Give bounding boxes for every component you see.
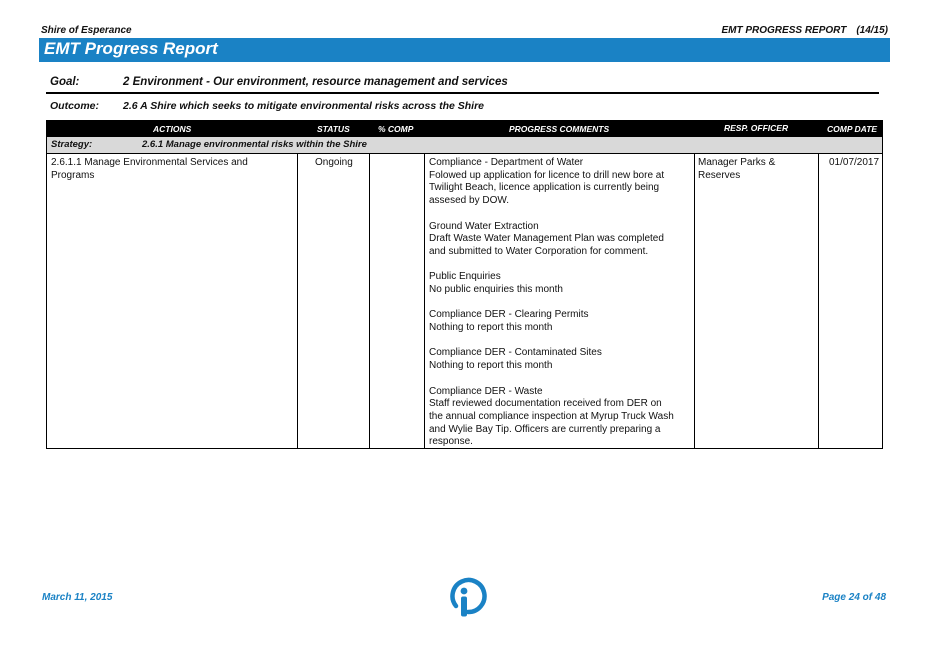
col-status: STATUS xyxy=(317,124,350,134)
comment-item: Compliance - Department of Water Folowed up application for licence to drill new bore at Twilight Beach, licence application is currently being assesed by DOW. xyxy=(429,157,665,207)
col-divider xyxy=(818,153,819,449)
col-divider xyxy=(297,153,298,449)
goal-row xyxy=(50,76,508,88)
col-actions: ACTIONS xyxy=(153,124,192,134)
outcome-label: Outcome: xyxy=(50,100,100,112)
col-comments: PROGRESS COMMENTS xyxy=(509,124,610,134)
comment-item: Compliance DER - Waste Staff reviewed documentation received from DER on the annual compliance inspection at Myrup Truck Wash and Wylie Bay Tip. Officers are currently preparing a response. xyxy=(429,385,674,448)
footer-page: Page 24 of 48 xyxy=(822,592,886,603)
progress-comments xyxy=(429,157,674,449)
strategy-row xyxy=(47,137,882,154)
strategy-label: Strategy: xyxy=(51,139,93,150)
col-divider xyxy=(424,153,425,449)
outcome-row xyxy=(50,100,484,112)
col-date: COMP DATE xyxy=(827,124,878,134)
col-divider xyxy=(694,153,695,449)
banner-title: EMT Progress Report xyxy=(44,39,218,58)
comment-item: Ground Water Extraction Draft Waste Water Management Plan was completed and submitted to Water Corporation for comment. xyxy=(429,220,664,257)
progress-table xyxy=(46,120,883,449)
col-officer: RESP. OFFICER xyxy=(724,123,789,133)
comment-item: Compliance DER - Contaminated Sites Nothing to report this month xyxy=(429,347,602,372)
officer-value: Manager Parks & Reserves xyxy=(698,157,776,181)
strategy-text: 2.6.1 Manage environmental risks within the Shire xyxy=(142,139,367,150)
comment-item: Public Enquiries No public enquiries this month xyxy=(429,271,563,295)
comment-item: Compliance DER - Clearing Permits Nothing to report this month xyxy=(429,309,589,334)
goal-text: 2 Environment - Our environment, resource management and services xyxy=(123,76,508,88)
col-comp: % COMP xyxy=(378,124,414,134)
col-divider xyxy=(369,153,370,449)
comp-date-value: 01/07/2017 xyxy=(829,157,880,168)
page-fraction: (14/15) xyxy=(856,25,888,36)
org-name: Shire of Esperance xyxy=(41,25,132,36)
info-logo-icon xyxy=(442,576,488,618)
goal-divider xyxy=(46,92,879,94)
footer-date: March 11, 2015 xyxy=(42,592,113,603)
report-title: EMT PROGRESS REPORT xyxy=(721,25,847,36)
table-header xyxy=(47,121,882,137)
title-banner xyxy=(39,38,890,62)
outcome-text: 2.6 A Shire which seeks to mitigate environmental risks across the Shire xyxy=(123,100,485,112)
action-text: 2.6.1.1 Manage Environmental Services and Programs xyxy=(51,157,248,181)
report-header xyxy=(721,25,888,36)
goal-label: Goal: xyxy=(50,76,80,88)
status-value: Ongoing xyxy=(315,157,353,168)
